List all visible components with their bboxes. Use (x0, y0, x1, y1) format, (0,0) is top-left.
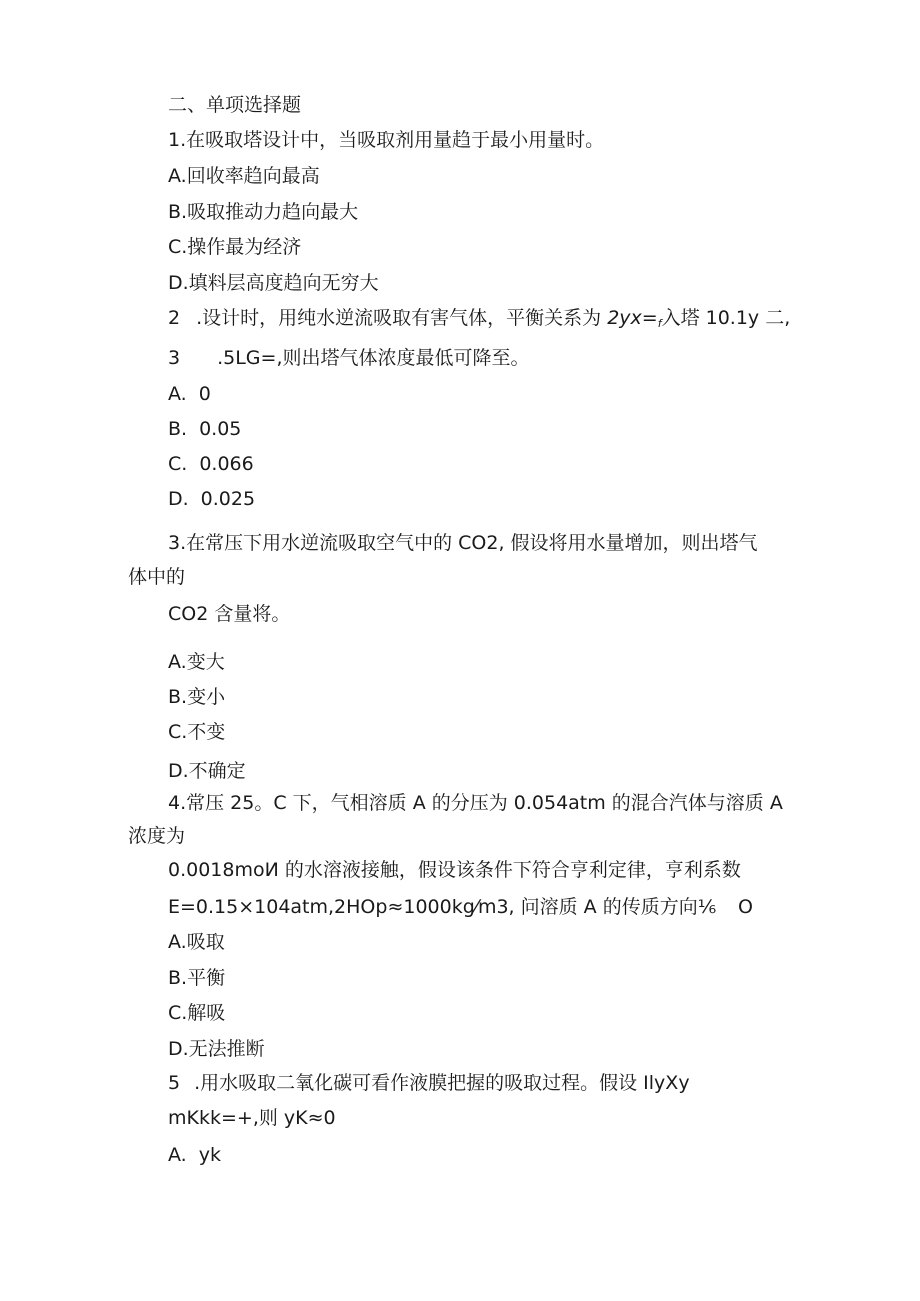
q1-stem: 1.在吸取塔设计中，当吸取剂用量趋于最小用量时。 (168, 129, 605, 151)
q5-stem-text: .用水吸取二氧化碳可看作液膜把握的吸取过程。假设 IlyXy (194, 1072, 690, 1094)
q2-option-c (168, 452, 254, 476)
q4-option-a: A.吸取 (168, 931, 225, 953)
q3-option-a: A.变大 (168, 651, 225, 673)
q3-option-d: D.不确定 (168, 760, 246, 782)
section-title: 二、单项选择题 (168, 94, 302, 116)
q5-option-a (168, 1143, 221, 1167)
q3-stem-line1: 3.在常压下用水逆流吸取空气中的 CO2, 假设将用水量增加，则出塔气 (168, 532, 758, 554)
q4-stem-line4-end: O (738, 896, 753, 918)
q1-option-c: C.操作最为经济 (168, 236, 302, 258)
q4-stem-line1: 4.常压 25。C 下，气相溶质 A 的分压为 0.054atm 的混合汽体与溶质 A (168, 792, 783, 814)
q2-option-d-letter: D. (168, 488, 189, 510)
q2-number: 2 (168, 307, 181, 329)
q2-option-a-value: 0 (198, 383, 211, 405)
q3-option-c: C.不变 (168, 721, 226, 743)
q2-option-d-value: 0.025 (200, 488, 256, 510)
q5-stem-line1 (168, 1071, 690, 1095)
q2-stem-line2 (168, 346, 530, 370)
q2-option-b-letter: B. (168, 418, 188, 440)
q2-formula-sub: f (657, 317, 662, 330)
q2-option-b-value: 0.05 (199, 418, 242, 440)
q1-option-d: D.填料层高度趋向无穷大 (168, 272, 379, 294)
q2-text-b: 入塔 10.1y 二, (661, 307, 791, 329)
q2-text-a: .设计时，用纯水逆流吸取有害气体，平衡关系为 (196, 307, 602, 329)
q4-option-b: B.平衡 (168, 967, 226, 989)
q5-stem-line2: mKkk=+,则 yK≈0 (168, 1107, 336, 1129)
q3-stem-line3: CO2 含量将。 (168, 603, 291, 625)
q2-option-b (168, 417, 241, 441)
q4-option-c: C.解吸 (168, 1002, 226, 1024)
q2-number-b: 3 (168, 347, 181, 369)
q5-option-a-value: yk (198, 1144, 221, 1166)
q3-stem-line2: 体中的 (128, 566, 186, 588)
q2-formula: 2yx= (607, 307, 658, 329)
q2-option-c-letter: C. (168, 453, 188, 475)
q4-stem-line2: 浓度为 (128, 825, 186, 847)
q1-option-a: A.回收率趋向最高 (168, 165, 320, 187)
q4-stem-line4: E=0.15×104atm,2HOp≈1000kg⁄m3, 问溶质 A 的传质方向⅙ (168, 896, 717, 918)
q4-option-d: D.无法推断 (168, 1038, 265, 1060)
q2-stem-line1 (168, 306, 790, 336)
q5-number: 5 (168, 1072, 181, 1094)
q5-option-a-letter: A. (168, 1144, 187, 1166)
q2-option-a (168, 382, 211, 406)
q4-stem-line3: 0.0018moИ 的水溶液接触，假设该条件下符合亨利定律，亨利系数 (168, 859, 741, 881)
q2-text-c: .5LG=,则出塔气体浓度最低可降至。 (217, 347, 530, 369)
q1-option-b: B.吸取推动力趋向最大 (168, 201, 359, 223)
q3-option-b: B.变小 (168, 686, 226, 708)
q2-option-c-value: 0.066 (199, 453, 254, 475)
q2-option-a-letter: A. (168, 383, 187, 405)
q2-option-d (168, 487, 255, 511)
